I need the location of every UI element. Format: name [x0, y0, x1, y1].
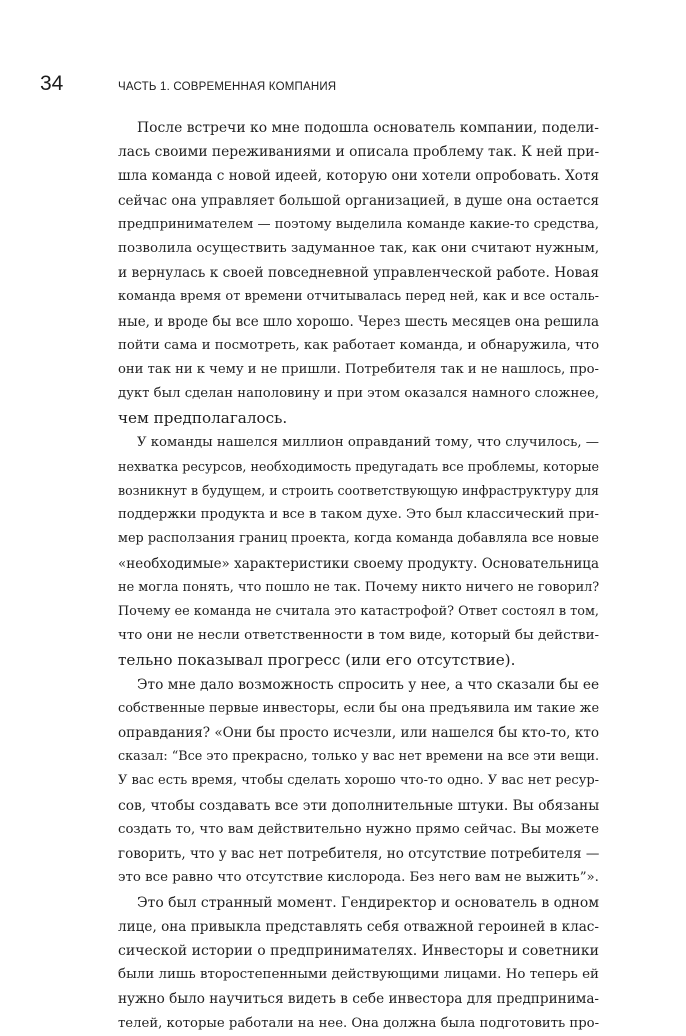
text-line: нехватка ресурсов, необходимость предугадать все проблемы, которые	[118, 458, 600, 474]
text-line: шла команда с новой идеей, которую они хотели опробовать. Хотя	[118, 168, 600, 185]
text-line: Это был странный момент. Гендиректор и основатель в одном	[137, 894, 600, 911]
text-line: У команды нашелся миллион оправданий тому, что случилось, —	[137, 434, 600, 450]
chapter-title: ЧАСТЬ 1. СОВРЕМЕННАЯ КОМПАНИЯ	[118, 81, 337, 93]
text-line: У вас есть время, чтобы сделать хорошо что-то одно. У вас нет ресур-	[118, 773, 600, 789]
text-line: что они не несли ответственности в том виде, который бы действи-	[118, 628, 600, 644]
text-line: лице, она привыкла представлять себя отважной героиней в клас-	[118, 918, 599, 935]
text-line: сказал: “Все это прекрасно, только у вас нет времени на все эти вещи.	[118, 749, 600, 765]
text-line: тельно показывал прогресс (или его отсутствие).	[118, 651, 516, 670]
text-line: После встречи ко мне подошла основатель компании, подели-	[137, 120, 599, 136]
paragraph-1	[118, 116, 599, 431]
text-line: команда время от времени отчитывалась перед ней, как и все осталь-	[118, 289, 599, 305]
text-line: дукт был сделан наполовину и при этом оказался намного сложнее,	[118, 386, 600, 402]
text-line: сов, чтобы создавать все эти дополнительные штуки. Вы обязаны	[118, 797, 600, 814]
text-line: ные, и вроде бы все шло хорошо. Через шесть месяцев она решила	[118, 313, 599, 330]
paragraph-3	[118, 673, 599, 891]
text-line: предпринимателем — поэтому выделила команде какие-то средства,	[118, 216, 599, 232]
running-header	[40, 72, 336, 96]
text-line: позволила осуществить задуманное так, как они считают нужным,	[118, 241, 600, 257]
text-line: поддержки продукта и все в таком духе. Это был классический при-	[118, 507, 599, 523]
text-line: возникнут в будущем, и строить соответствующую инфраструктуру для	[118, 483, 599, 499]
text-line: и вернулась к своей повседневной управленческой работе. Новая	[118, 265, 600, 282]
text-line: Почему ее команда не считала это катастрофой? Ответ состоял в том,	[118, 604, 599, 620]
text-line: собственные первые инвесторы, если бы она предъявила им такие же	[118, 700, 600, 716]
text-line: Это мне дало возможность спросить у нее, а что сказали бы ее	[137, 676, 600, 693]
paragraph-4	[118, 891, 599, 1036]
text-line: были лишь второстепенными действующими лицами. Но теперь ей	[118, 967, 599, 983]
text-line: не могла понять, что пошло не так. Почему никто ничего не говорил?	[118, 579, 600, 595]
text-line: создать то, что вам действительно нужно прямо сейчас. Вы можете	[118, 821, 599, 837]
text-line: «необходимые» характеристики своему продукту. Основательница	[118, 555, 599, 572]
text-line: они так ни к чему и не пришли. Потребителя так и не нашлось, про-	[118, 362, 599, 378]
text-line: нужно было научиться видеть в себе инвестора для предпринима-	[118, 991, 600, 1008]
paragraph-2	[118, 431, 599, 673]
text-line: сической истории о предпринимателях. Инвесторы и советники	[118, 942, 599, 959]
text-line: это все равно что отсутствие кислорода. Без него вам не выжить”».	[118, 870, 599, 886]
page-number: 34	[40, 72, 64, 95]
body-text	[118, 116, 599, 1036]
text-line: телей, которые работали на нее. Она должна была подготовить про-	[118, 1015, 600, 1031]
text-line: сейчас она управляет большой организацией, в душе она остается	[118, 192, 599, 209]
text-line: говорить, что у вас нет потребителя, но отсутствие потребителя —	[118, 846, 600, 863]
text-line: мер расползания границ проекта, когда команда добавляла все новые	[118, 531, 599, 547]
text-line: лась своими переживаниями и описала проблему так. К ней при-	[118, 144, 600, 161]
text-line: чем предполагалось.	[118, 409, 288, 428]
text-line: оправдания? «Они бы просто исчезли, или нашелся бы кто-то, кто	[118, 725, 599, 742]
text-line: пойти сама и посмотреть, как работает команда, и обнаружила, что	[118, 337, 600, 353]
